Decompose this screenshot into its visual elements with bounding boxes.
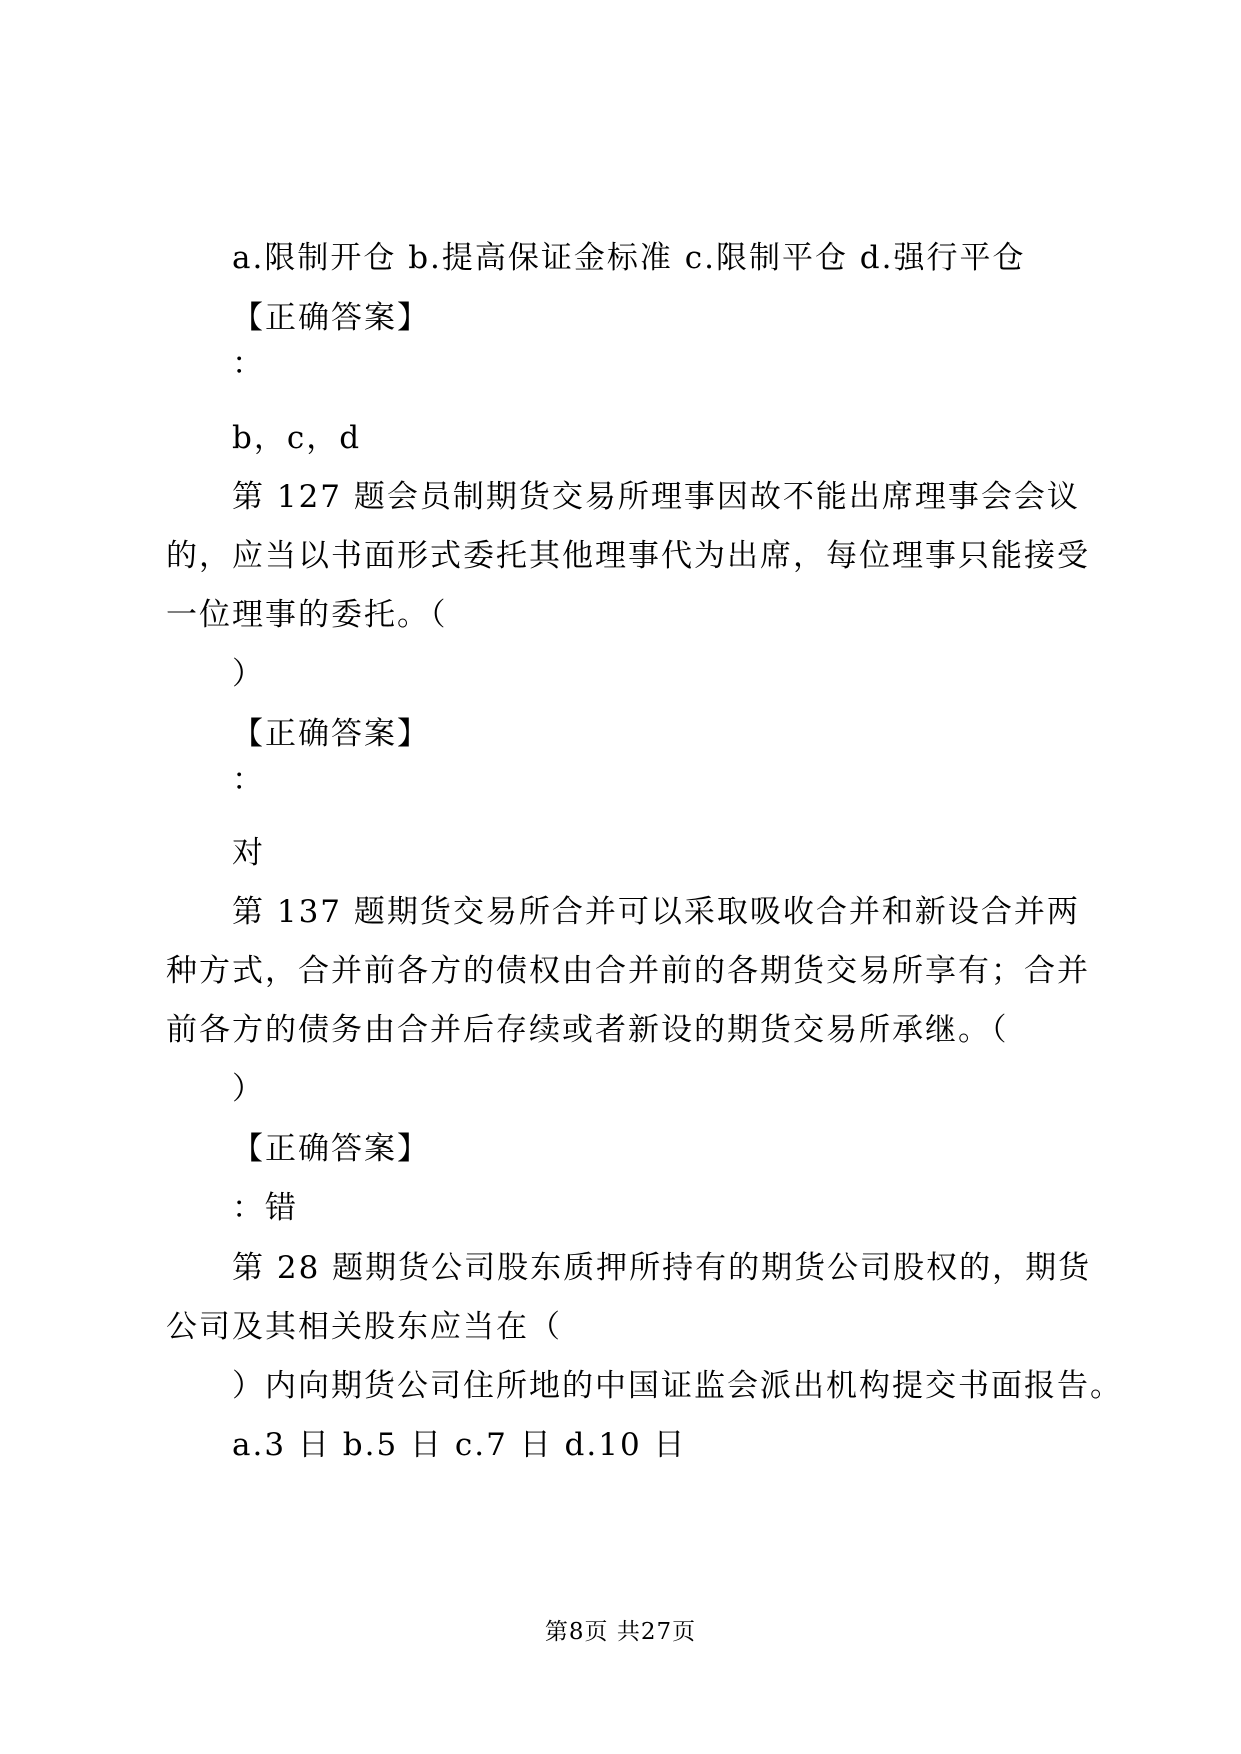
answer-colon: ： [232, 346, 265, 382]
question-line: 一位理事的委托。（ [166, 597, 448, 633]
question-line: 公司及其相关股东应当在（ [166, 1309, 562, 1345]
question-line: 种方式，合并前各方的债权由合并前的各期货交易所享有；合并 [166, 953, 1090, 989]
question-line: 第 28 题期货公司股东质押所持有的期货公司股权的，期货 [232, 1250, 1092, 1286]
answer-heading: 【正确答案】 [232, 300, 430, 336]
question-line: 的，应当以书面形式委托其他理事代为出席，每位理事只能接受 [166, 538, 1090, 574]
options-line: a.限制开仓 b.提高保证金标准 c.限制平仓 d.强行平仓 [232, 240, 1026, 276]
answer-text: 对 [232, 835, 265, 871]
answer-heading: 【正确答案】 [232, 716, 430, 752]
answer-text: b，c，d [232, 420, 362, 456]
answer-text: ：错 [232, 1190, 298, 1226]
page-number-footer: 第8页 共27页 [544, 1619, 697, 1645]
question-line: 第 137 题期货交易所合并可以采取吸收合并和新设合并两 [232, 894, 1080, 930]
answer-colon: ： [232, 762, 265, 798]
question-line: ） [232, 1071, 265, 1107]
question-line: 前各方的债务由合并后存续或者新设的期货交易所承继。（ [166, 1012, 1009, 1048]
answer-heading: 【正确答案】 [232, 1131, 430, 1167]
question-line: ） [232, 656, 265, 692]
options-line: a.3 日 b.5 日 c.7 日 d.10 日 [232, 1427, 687, 1463]
question-line: ）内向期货公司住所地的中国证监会派出机构提交书面报告。 [232, 1368, 1123, 1404]
question-line: 第 127 题会员制期货交易所理事因故不能出席理事会会议 [232, 479, 1080, 515]
